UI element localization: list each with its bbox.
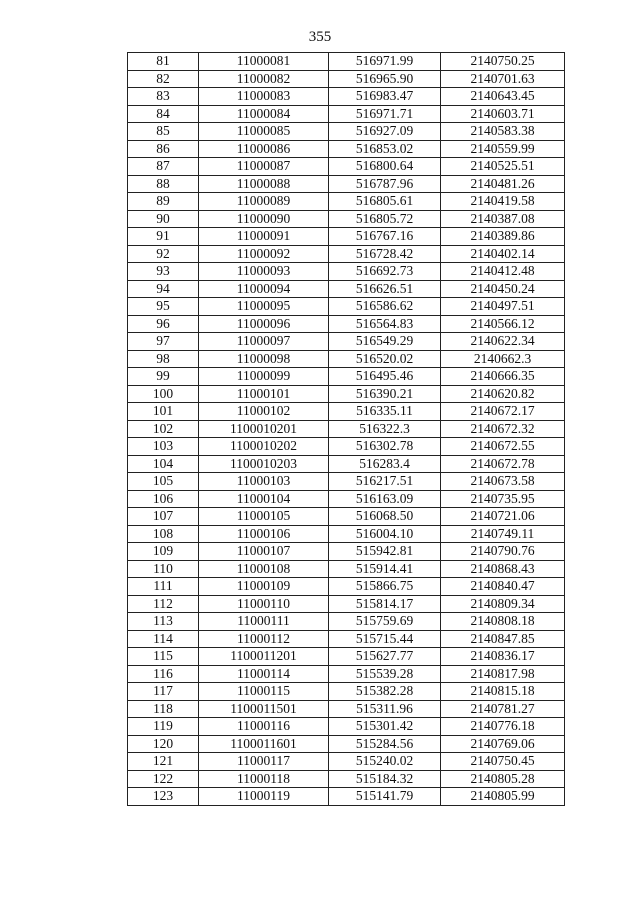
x-coordinate-cell: 515240.02 — [329, 753, 441, 771]
table-row — [128, 613, 565, 631]
table-row — [128, 210, 565, 228]
x-coordinate-cell: 516004.10 — [329, 525, 441, 543]
row-index-cell: 114 — [128, 630, 199, 648]
row-index-cell: 90 — [128, 210, 199, 228]
point-code-cell: 1100010202 — [199, 438, 329, 456]
point-code-cell: 11000093 — [199, 263, 329, 281]
y-coordinate-cell: 2140566.12 — [441, 315, 565, 333]
table-row — [128, 543, 565, 561]
point-code-cell: 11000089 — [199, 193, 329, 211]
point-code-cell: 11000115 — [199, 683, 329, 701]
y-coordinate-cell: 2140840.47 — [441, 578, 565, 596]
point-code-cell: 1100011601 — [199, 735, 329, 753]
y-coordinate-cell: 2140808.18 — [441, 613, 565, 631]
table-row — [128, 770, 565, 788]
y-coordinate-cell: 2140805.99 — [441, 788, 565, 806]
y-coordinate-cell: 2140672.32 — [441, 420, 565, 438]
x-coordinate-cell: 516217.51 — [329, 473, 441, 491]
table-row — [128, 788, 565, 806]
row-index-cell: 94 — [128, 280, 199, 298]
table-row — [128, 735, 565, 753]
x-coordinate-cell: 516965.90 — [329, 70, 441, 88]
table-row — [128, 718, 565, 736]
row-index-cell: 108 — [128, 525, 199, 543]
y-coordinate-cell: 2140750.45 — [441, 753, 565, 771]
y-coordinate-cell: 2140735.95 — [441, 490, 565, 508]
point-code-cell: 11000098 — [199, 350, 329, 368]
row-index-cell: 87 — [128, 158, 199, 176]
point-code-cell: 11000081 — [199, 53, 329, 71]
table-row — [128, 88, 565, 106]
row-index-cell: 112 — [128, 595, 199, 613]
y-coordinate-cell: 2140662.3 — [441, 350, 565, 368]
row-index-cell: 81 — [128, 53, 199, 71]
row-index-cell: 86 — [128, 140, 199, 158]
x-coordinate-cell: 516163.09 — [329, 490, 441, 508]
point-code-cell: 1100010201 — [199, 420, 329, 438]
point-code-cell: 11000091 — [199, 228, 329, 246]
y-coordinate-cell: 2140673.58 — [441, 473, 565, 491]
x-coordinate-cell: 515814.17 — [329, 595, 441, 613]
x-coordinate-cell: 516971.71 — [329, 105, 441, 123]
x-coordinate-cell: 516302.78 — [329, 438, 441, 456]
x-coordinate-cell: 516335.11 — [329, 403, 441, 421]
row-index-cell: 118 — [128, 700, 199, 718]
table-row — [128, 403, 565, 421]
x-coordinate-cell: 516927.09 — [329, 123, 441, 141]
row-index-cell: 97 — [128, 333, 199, 351]
point-code-cell: 1100011501 — [199, 700, 329, 718]
row-index-cell: 117 — [128, 683, 199, 701]
y-coordinate-cell: 2140622.34 — [441, 333, 565, 351]
point-code-cell: 11000097 — [199, 333, 329, 351]
y-coordinate-cell: 2140672.55 — [441, 438, 565, 456]
y-coordinate-cell: 2140749.11 — [441, 525, 565, 543]
x-coordinate-cell: 516692.73 — [329, 263, 441, 281]
table-row — [128, 560, 565, 578]
table-row — [128, 525, 565, 543]
y-coordinate-cell: 2140672.17 — [441, 403, 565, 421]
x-coordinate-cell: 516068.50 — [329, 508, 441, 526]
x-coordinate-cell: 516728.42 — [329, 245, 441, 263]
table-row — [128, 298, 565, 316]
row-index-cell: 101 — [128, 403, 199, 421]
y-coordinate-cell: 2140387.08 — [441, 210, 565, 228]
x-coordinate-cell: 516564.83 — [329, 315, 441, 333]
y-coordinate-cell: 2140721.06 — [441, 508, 565, 526]
y-coordinate-cell: 2140847.85 — [441, 630, 565, 648]
y-coordinate-cell: 2140603.71 — [441, 105, 565, 123]
row-index-cell: 100 — [128, 385, 199, 403]
point-code-cell: 11000090 — [199, 210, 329, 228]
row-index-cell: 91 — [128, 228, 199, 246]
table-row — [128, 333, 565, 351]
point-code-cell: 11000082 — [199, 70, 329, 88]
point-code-cell: 11000109 — [199, 578, 329, 596]
table-row — [128, 53, 565, 71]
table-row — [128, 350, 565, 368]
y-coordinate-cell: 2140666.35 — [441, 368, 565, 386]
table-row — [128, 70, 565, 88]
row-index-cell: 89 — [128, 193, 199, 211]
table-row — [128, 280, 565, 298]
y-coordinate-cell: 2140559.99 — [441, 140, 565, 158]
table-row — [128, 455, 565, 473]
x-coordinate-cell: 515184.32 — [329, 770, 441, 788]
y-coordinate-cell: 2140769.06 — [441, 735, 565, 753]
y-coordinate-cell: 2140419.58 — [441, 193, 565, 211]
y-coordinate-cell: 2140402.14 — [441, 245, 565, 263]
point-code-cell: 11000084 — [199, 105, 329, 123]
row-index-cell: 95 — [128, 298, 199, 316]
point-code-cell: 11000114 — [199, 665, 329, 683]
y-coordinate-cell: 2140497.51 — [441, 298, 565, 316]
y-coordinate-cell: 2140672.78 — [441, 455, 565, 473]
y-coordinate-cell: 2140817.98 — [441, 665, 565, 683]
row-index-cell: 93 — [128, 263, 199, 281]
row-index-cell: 85 — [128, 123, 199, 141]
row-index-cell: 123 — [128, 788, 199, 806]
y-coordinate-cell: 2140450.24 — [441, 280, 565, 298]
point-code-cell: 11000088 — [199, 175, 329, 193]
table-row — [128, 595, 565, 613]
x-coordinate-cell: 516800.64 — [329, 158, 441, 176]
y-coordinate-cell: 2140836.17 — [441, 648, 565, 666]
x-coordinate-cell: 515284.56 — [329, 735, 441, 753]
row-index-cell: 104 — [128, 455, 199, 473]
point-code-cell: 11000096 — [199, 315, 329, 333]
point-code-cell: 11000119 — [199, 788, 329, 806]
row-index-cell: 84 — [128, 105, 199, 123]
x-coordinate-cell: 516767.16 — [329, 228, 441, 246]
x-coordinate-cell: 516853.02 — [329, 140, 441, 158]
x-coordinate-cell: 516805.72 — [329, 210, 441, 228]
table-row — [128, 665, 565, 683]
point-code-cell: 11000110 — [199, 595, 329, 613]
table-row — [128, 683, 565, 701]
x-coordinate-cell: 516983.47 — [329, 88, 441, 106]
table-row — [128, 648, 565, 666]
table-row — [128, 158, 565, 176]
row-index-cell: 121 — [128, 753, 199, 771]
table-row — [128, 700, 565, 718]
y-coordinate-cell: 2140412.48 — [441, 263, 565, 281]
y-coordinate-cell: 2140790.76 — [441, 543, 565, 561]
y-coordinate-cell: 2140525.51 — [441, 158, 565, 176]
x-coordinate-cell: 516787.96 — [329, 175, 441, 193]
x-coordinate-cell: 516805.61 — [329, 193, 441, 211]
point-code-cell: 11000094 — [199, 280, 329, 298]
y-coordinate-cell: 2140389.86 — [441, 228, 565, 246]
point-code-cell: 11000104 — [199, 490, 329, 508]
table-row — [128, 630, 565, 648]
x-coordinate-cell: 516520.02 — [329, 350, 441, 368]
point-code-cell: 11000118 — [199, 770, 329, 788]
x-coordinate-cell: 515866.75 — [329, 578, 441, 596]
x-coordinate-cell: 516626.51 — [329, 280, 441, 298]
table-row — [128, 228, 565, 246]
row-index-cell: 115 — [128, 648, 199, 666]
table-row — [128, 105, 565, 123]
point-code-cell: 11000095 — [199, 298, 329, 316]
row-index-cell: 82 — [128, 70, 199, 88]
x-coordinate-cell: 516390.21 — [329, 385, 441, 403]
x-coordinate-cell: 515627.77 — [329, 648, 441, 666]
row-index-cell: 105 — [128, 473, 199, 491]
row-index-cell: 116 — [128, 665, 199, 683]
x-coordinate-cell: 515301.42 — [329, 718, 441, 736]
table-row — [128, 193, 565, 211]
row-index-cell: 98 — [128, 350, 199, 368]
y-coordinate-cell: 2140868.43 — [441, 560, 565, 578]
point-code-cell: 1100010203 — [199, 455, 329, 473]
x-coordinate-cell: 516586.62 — [329, 298, 441, 316]
row-index-cell: 122 — [128, 770, 199, 788]
row-index-cell: 109 — [128, 543, 199, 561]
point-code-cell: 11000099 — [199, 368, 329, 386]
row-index-cell: 88 — [128, 175, 199, 193]
table-row — [128, 508, 565, 526]
x-coordinate-cell: 516971.99 — [329, 53, 441, 71]
y-coordinate-cell: 2140815.18 — [441, 683, 565, 701]
y-coordinate-cell: 2140809.34 — [441, 595, 565, 613]
point-code-cell: 11000086 — [199, 140, 329, 158]
coordinate-table-body — [128, 53, 565, 806]
point-code-cell: 11000105 — [199, 508, 329, 526]
point-code-cell: 11000112 — [199, 630, 329, 648]
table-row — [128, 315, 565, 333]
table-row — [128, 368, 565, 386]
table-row — [128, 473, 565, 491]
table-row — [128, 753, 565, 771]
point-code-cell: 11000117 — [199, 753, 329, 771]
row-index-cell: 103 — [128, 438, 199, 456]
row-index-cell: 110 — [128, 560, 199, 578]
row-index-cell: 92 — [128, 245, 199, 263]
table-row — [128, 245, 565, 263]
point-code-cell: 11000083 — [199, 88, 329, 106]
row-index-cell: 107 — [128, 508, 199, 526]
row-index-cell: 113 — [128, 613, 199, 631]
x-coordinate-cell: 515539.28 — [329, 665, 441, 683]
x-coordinate-cell: 515942.81 — [329, 543, 441, 561]
table-row — [128, 420, 565, 438]
table-row — [128, 140, 565, 158]
point-code-cell: 11000102 — [199, 403, 329, 421]
x-coordinate-cell: 516283.4 — [329, 455, 441, 473]
y-coordinate-cell: 2140583.38 — [441, 123, 565, 141]
y-coordinate-cell: 2140620.82 — [441, 385, 565, 403]
point-code-cell: 11000085 — [199, 123, 329, 141]
point-code-cell: 11000092 — [199, 245, 329, 263]
y-coordinate-cell: 2140750.25 — [441, 53, 565, 71]
table-row — [128, 263, 565, 281]
table-row — [128, 490, 565, 508]
row-index-cell: 106 — [128, 490, 199, 508]
x-coordinate-cell: 515141.79 — [329, 788, 441, 806]
x-coordinate-cell: 515311.96 — [329, 700, 441, 718]
point-code-cell: 1100011201 — [199, 648, 329, 666]
row-index-cell: 111 — [128, 578, 199, 596]
x-coordinate-cell: 516322.3 — [329, 420, 441, 438]
x-coordinate-cell: 516495.46 — [329, 368, 441, 386]
y-coordinate-cell: 2140643.45 — [441, 88, 565, 106]
row-index-cell: 119 — [128, 718, 199, 736]
point-code-cell: 11000101 — [199, 385, 329, 403]
x-coordinate-cell: 516549.29 — [329, 333, 441, 351]
table-row — [128, 578, 565, 596]
row-index-cell: 96 — [128, 315, 199, 333]
table-row — [128, 175, 565, 193]
point-code-cell: 11000103 — [199, 473, 329, 491]
row-index-cell: 102 — [128, 420, 199, 438]
y-coordinate-cell: 2140776.18 — [441, 718, 565, 736]
table-row — [128, 438, 565, 456]
page-number: 355 — [308, 29, 332, 45]
x-coordinate-cell: 515914.41 — [329, 560, 441, 578]
point-code-cell: 11000108 — [199, 560, 329, 578]
point-code-cell: 11000106 — [199, 525, 329, 543]
y-coordinate-cell: 2140805.28 — [441, 770, 565, 788]
table-row — [128, 385, 565, 403]
point-code-cell: 11000116 — [199, 718, 329, 736]
y-coordinate-cell: 2140781.27 — [441, 700, 565, 718]
row-index-cell: 120 — [128, 735, 199, 753]
y-coordinate-cell: 2140701.63 — [441, 70, 565, 88]
row-index-cell: 99 — [128, 368, 199, 386]
point-code-cell: 11000087 — [199, 158, 329, 176]
table-row — [128, 123, 565, 141]
x-coordinate-cell: 515382.28 — [329, 683, 441, 701]
row-index-cell: 83 — [128, 88, 199, 106]
x-coordinate-cell: 515715.44 — [329, 630, 441, 648]
x-coordinate-cell: 515759.69 — [329, 613, 441, 631]
y-coordinate-cell: 2140481.26 — [441, 175, 565, 193]
point-code-cell: 11000107 — [199, 543, 329, 561]
coordinate-table — [127, 52, 565, 806]
point-code-cell: 11000111 — [199, 613, 329, 631]
